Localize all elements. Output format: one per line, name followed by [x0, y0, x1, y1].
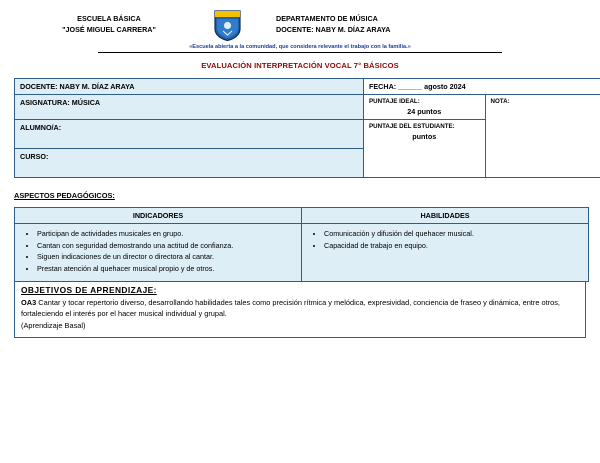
- list-item: • Capacidad de trabajo en equipo.: [324, 240, 584, 252]
- list-item: • Participan de actividades musicales en grupo.: [37, 228, 297, 240]
- aspectos-heading: ASPECTOS PEDAGÓGICOS:: [14, 191, 115, 200]
- document-title: EVALUACIÓN INTERPRETACIÓN VOCAL 7° BÁSICOS: [201, 61, 399, 70]
- school-name-block: [14, 10, 204, 36]
- objetivo-text: Cantar y tocar repertorio diverso, desarrollando habilidades tales como precisión rítmica y melódica, expresividad, conciencia de fraseo y dinámica, entre otros, fortaleciendo el interés por el hacer musical individual y grupal.: [21, 297, 560, 319]
- curso-cell[interactable]: CURSO:: [15, 149, 364, 178]
- puntaje-estudiante-label: PUNTAJE DEL ESTUDIANTE:: [369, 123, 455, 130]
- school-name-line1: ESCUELA BÁSICA: [77, 14, 141, 23]
- puntaje-estudiante-cell[interactable]: [364, 120, 486, 178]
- nota-cell[interactable]: [485, 95, 600, 178]
- school-motto: «Escuela abierta a la comunidad, que considera relevante el trabajo con la familia.»: [189, 44, 411, 50]
- school-crest-icon: [204, 10, 250, 41]
- header-divider: [98, 52, 502, 53]
- puntaje-estudiante-value: puntos: [412, 132, 437, 141]
- department-line2: DOCENTE: NABY M. DÍAZ ARAYA: [276, 24, 391, 34]
- indicadores-list: [19, 228, 297, 275]
- col-habilidades-header: HABILIDADES: [302, 208, 589, 224]
- nota-label: NOTA:: [490, 98, 510, 105]
- puntaje-ideal-cell[interactable]: [364, 95, 486, 120]
- indicadores-habilidades-table: [14, 207, 589, 282]
- indicadores-cell: [15, 224, 302, 282]
- list-item: • Cantan con seguridad demostrando una actitud de confianza.: [37, 240, 297, 252]
- col-indicadores-header: INDICADORES: [15, 208, 302, 224]
- identity-table: [14, 78, 600, 178]
- objetivos-body: [21, 297, 579, 331]
- table-row: [15, 224, 589, 282]
- docente-cell[interactable]: DOCENTE: NABY M. DÍAZ ARAYA: [15, 79, 364, 95]
- objetivos-title: OBJETIVOS DE APRENDIZAJE:: [21, 284, 157, 295]
- habilidades-cell: [302, 224, 589, 282]
- puntaje-ideal-value: 24 puntos: [407, 107, 442, 116]
- document-header: [0, 0, 600, 41]
- table-row: [15, 95, 600, 120]
- list-item: • Prestan atención al quehacer musical propio y de otros.: [37, 263, 297, 275]
- objetivo-code: OA3: [21, 297, 37, 307]
- fecha-cell[interactable]: FECHA: ______ agosto 2024: [364, 79, 600, 95]
- school-crest-svg: [214, 10, 241, 41]
- department-line1: DEPARTAMENTO DE MÚSICA: [276, 14, 378, 23]
- list-item: • Siguen indicaciones de un director o directora al cantar.: [37, 251, 297, 263]
- puntaje-ideal-label: PUNTAJE IDEAL:: [369, 98, 420, 105]
- habilidades-list: [306, 228, 584, 251]
- department-block: [250, 10, 586, 36]
- objetivo-note: (Aprendizaje Basal): [21, 320, 86, 330]
- table-header-row: [15, 208, 589, 224]
- objetivos-box: [14, 282, 586, 338]
- alumno-cell[interactable]: ALUMNO/A:: [15, 120, 364, 149]
- school-name-line2: "JOSÉ MIGUEL CARRERA": [62, 24, 156, 34]
- asignatura-cell[interactable]: ASIGNATURA: MÚSICA: [15, 95, 364, 120]
- table-row: [15, 79, 600, 95]
- list-item: • Comunicación y difusión del quehacer musical.: [324, 228, 584, 240]
